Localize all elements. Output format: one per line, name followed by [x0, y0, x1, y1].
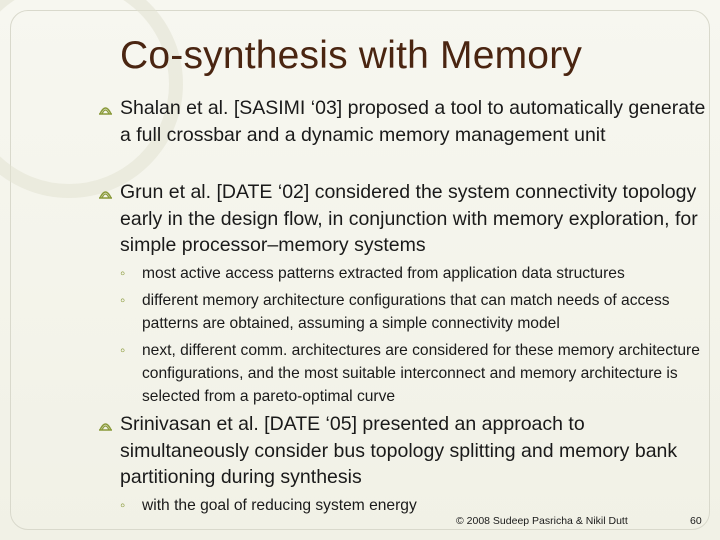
bullet-item-grun [120, 179, 712, 259]
subbullet-item-comm-architectures [120, 340, 704, 408]
subbullet-text: different memory architecture configurations that can match needs of access patterns are obtained, assuming a simple connectivity model [142, 292, 670, 332]
subbullet-item-access-patterns [120, 263, 704, 286]
subbullet-icon: ◦ [120, 497, 126, 514]
footer-credit: © 2008 Sudeep Pasricha & Nikil Dutt [456, 515, 628, 527]
bullet-text: Srinivasan et al. [DATE ‘05] presented an approach to simultaneously consider bus topology splitting and memory bank partitioning during synthesis [120, 413, 678, 488]
subbullet-text: most active access patterns extracted from application data structures [142, 265, 625, 282]
bullet-icon [98, 185, 113, 199]
subbullet-icon: ◦ [120, 342, 126, 359]
bullet-icon [98, 417, 113, 431]
bullet-text: Shalan et al. [SASIMI ‘03] proposed a tool to automatically generate a full crossbar and a dynamic memory management unit [120, 97, 706, 146]
subbullet-text: with the goal of reducing system energy [142, 497, 417, 514]
subbullet-text: next, different comm. architectures are considered for these memory architecture configurations, and the most suitable interconnect and memory architecture is selected from a pareto-optimal curve [142, 342, 700, 405]
bullet-item-srinivasan [120, 411, 712, 491]
subbullet-item-memory-configs [120, 290, 704, 336]
subbullet-icon: ◦ [120, 292, 126, 309]
bullet-icon [98, 101, 113, 115]
bullet-text: Grun et al. [DATE ‘02] considered the system connectivity topology early in the design flow, in conjunction with memory exploration, for simple processor–memory systems [120, 181, 698, 256]
page-number: 60 [690, 515, 702, 527]
slide-title: Co-synthesis with Memory [120, 34, 583, 77]
subbullet-icon: ◦ [120, 265, 126, 282]
bullet-item-shalan [120, 95, 712, 148]
